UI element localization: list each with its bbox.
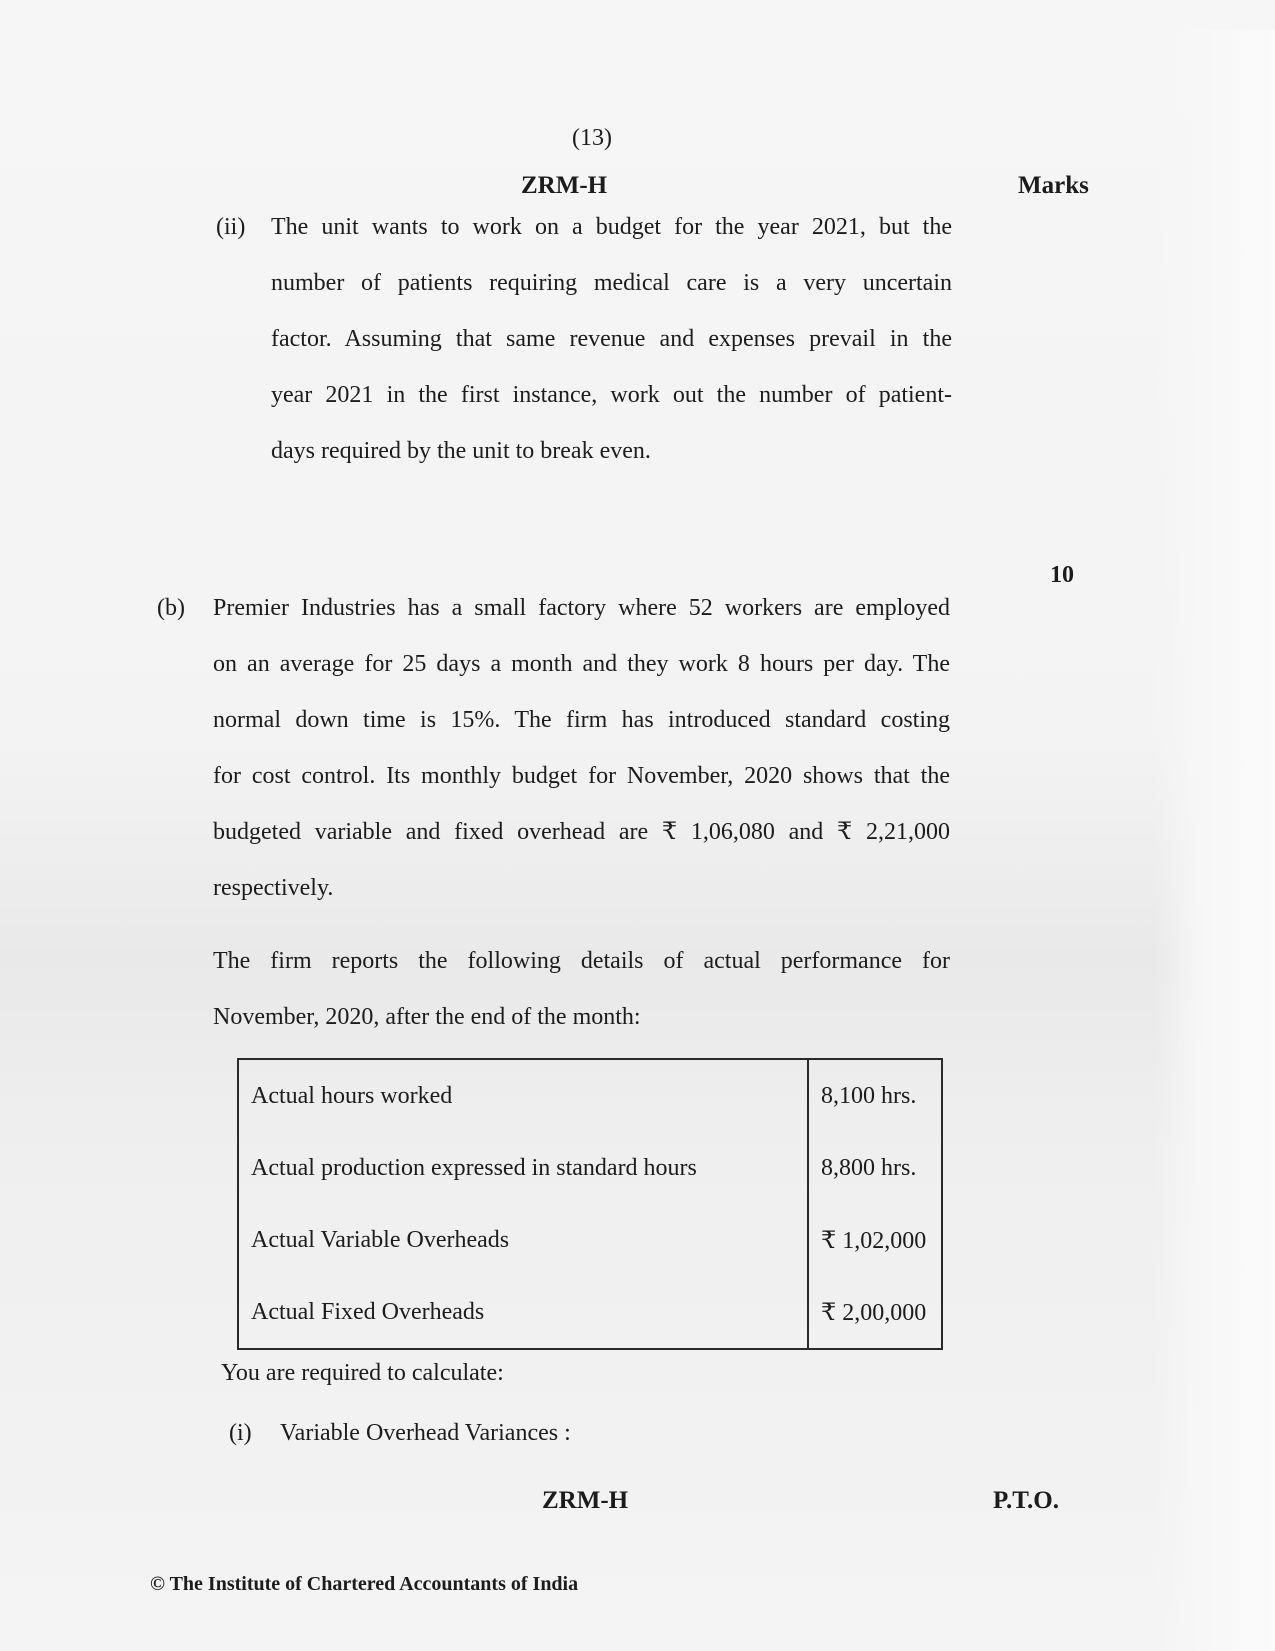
row-label: Actual Fixed Overheads: [251, 1298, 485, 1325]
part-b-line: on an average for 25 days a month and they work 8 hours per day. The: [213, 651, 950, 677]
part-ii-text: [271, 199, 952, 479]
part-ii-label: (ii): [216, 214, 246, 240]
part-b-line: Premier Industries has a small factory where 52 workers are employed: [213, 595, 950, 621]
table-row: [238, 1276, 942, 1349]
part-b-line: budgeted variable and fixed overhead are ₹ 1,06,080 and ₹ 2,21,000: [213, 819, 950, 845]
part-ii-line: days required by the unit to break even.: [271, 438, 651, 464]
part-b-line: respectively.: [213, 875, 334, 901]
row-value: 8,800 hrs.: [808, 1132, 942, 1204]
row-value: ₹ 2,00,000: [808, 1276, 942, 1349]
row-value: 8,100 hrs.: [808, 1059, 942, 1132]
page-number: (13): [572, 125, 612, 151]
part-b-line: normal down time is 15%. The firm has introduced standard costing: [213, 707, 950, 733]
marks-column-header: Marks: [1018, 172, 1089, 199]
table-row: [238, 1132, 942, 1204]
part-ii-line: The unit wants to work on a budget for the year 2021, but the: [271, 214, 952, 240]
table-row: [238, 1059, 942, 1132]
row-value: ₹ 1,02,000: [808, 1204, 942, 1276]
pto-label: P.T.O.: [993, 1487, 1059, 1514]
row-label: Actual Variable Overheads: [251, 1226, 510, 1253]
row-label: Actual production expressed in standard hours: [251, 1154, 697, 1181]
copyright-notice: © The Institute of Chartered Accountants of India: [150, 1573, 579, 1595]
row-label: Actual hours worked: [251, 1082, 453, 1109]
report-line: November, 2020, after the end of the month:: [213, 1004, 641, 1030]
paper-code-footer: ZRM-H: [542, 1487, 629, 1514]
part-b-marks: 10: [1050, 562, 1074, 588]
required-instruction: You are required to calculate:: [221, 1360, 504, 1386]
table-row: [238, 1204, 942, 1276]
report-text: [213, 933, 950, 1045]
part-ii-line: factor. Assuming that same revenue and expenses prevail in the: [271, 326, 952, 352]
part-b-text: [213, 580, 950, 916]
sub-i-text: Variable Overhead Variances :: [280, 1420, 571, 1446]
part-b-line: for cost control. Its monthly budget for November, 2020 shows that the: [213, 763, 950, 789]
part-b-label: (b): [157, 595, 185, 621]
report-line: The firm reports the following details of actual performance for: [213, 948, 950, 974]
paper-code-header: ZRM-H: [521, 172, 608, 199]
sub-i-label: (i): [229, 1420, 252, 1446]
part-ii-line: number of patients requiring medical care is a very uncertain: [271, 270, 952, 296]
page-edge-shading: [1155, 30, 1275, 1651]
part-ii-line: year 2021 in the first instance, work out the number of patient-: [271, 382, 952, 408]
actual-performance-table: [237, 1058, 943, 1350]
